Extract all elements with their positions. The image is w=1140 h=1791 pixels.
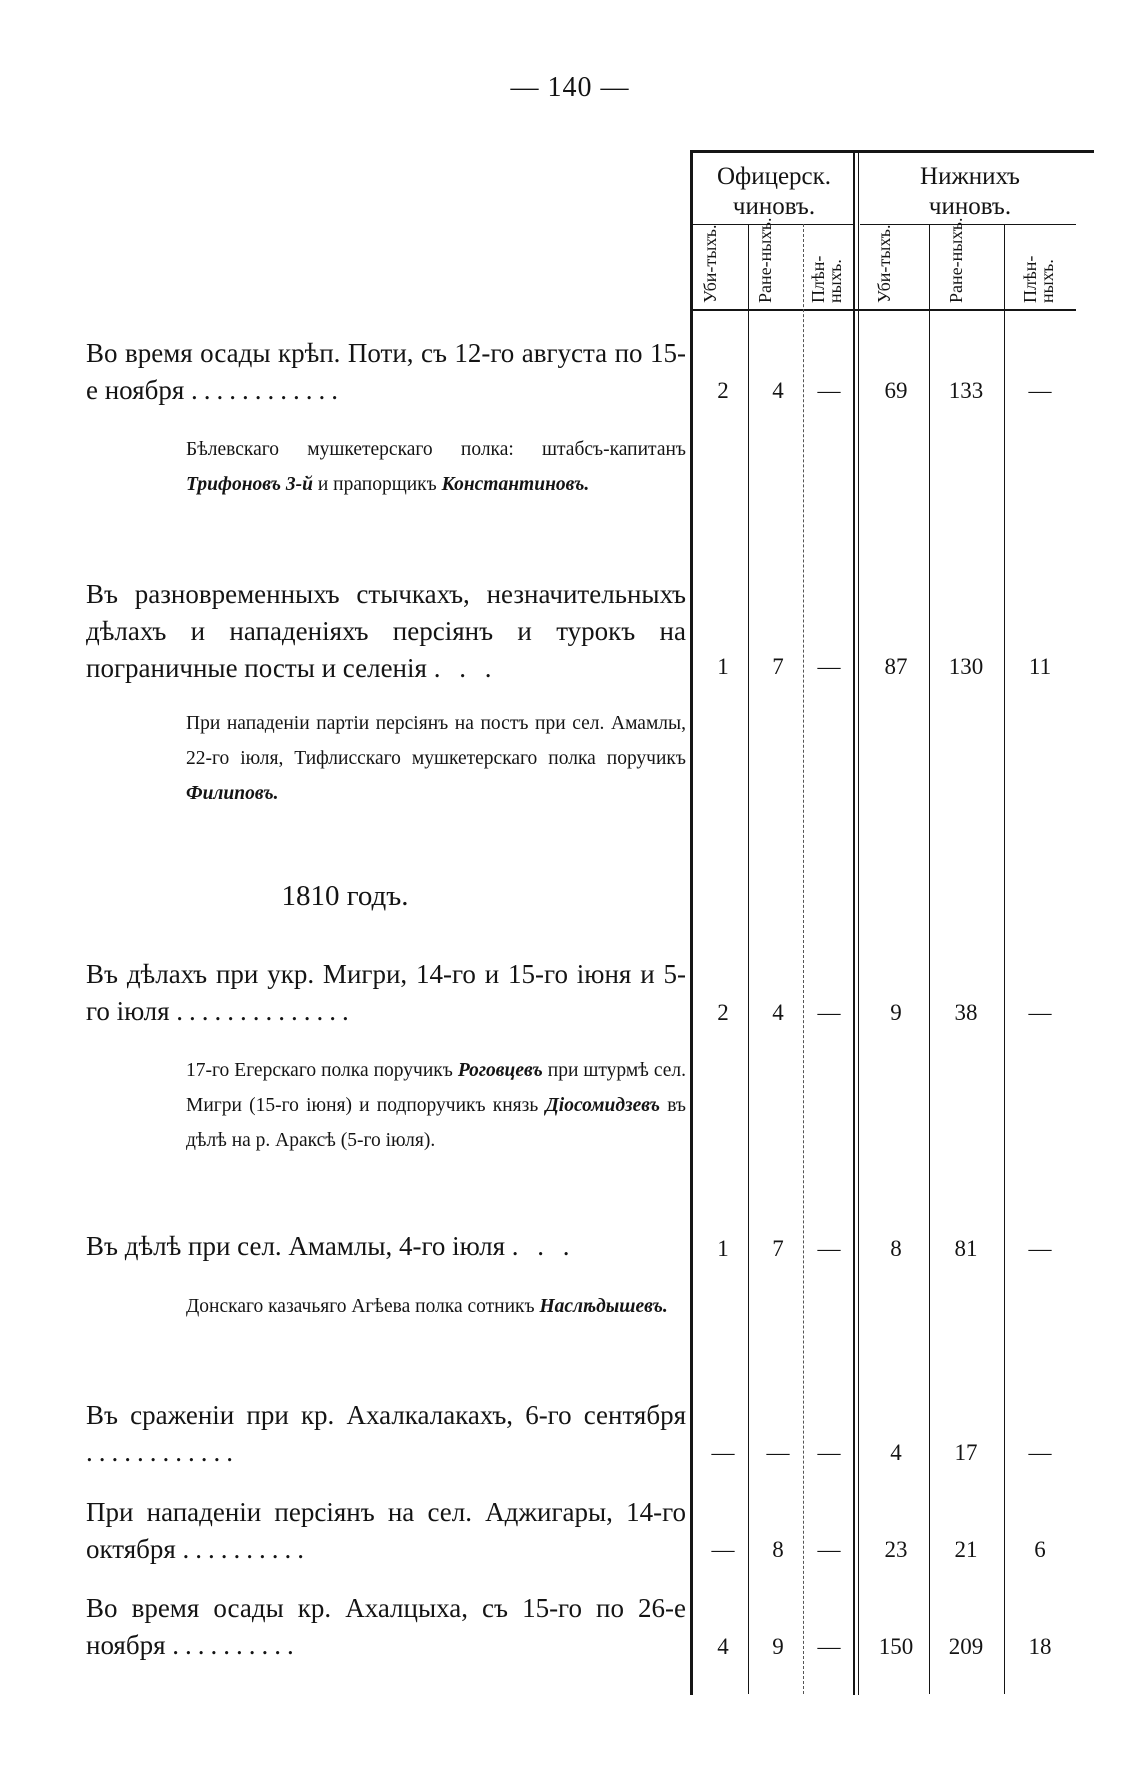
row-text: Во время осады крѣп. Поти, съ 12-го августа по 15-е ноября bbox=[86, 338, 686, 405]
cell-lower-killed: 150 bbox=[878, 1634, 914, 1659]
cell-officers-wounded: 7 bbox=[772, 654, 784, 679]
cell-officers-captured: — bbox=[817, 378, 841, 403]
row-text: Въ сраженіи при кр. Ахалкалакахъ, 6-го сентября bbox=[86, 1400, 686, 1430]
cell-officers-killed: — bbox=[711, 1440, 735, 1465]
cell-lower-captured: — bbox=[1028, 1000, 1052, 1025]
cell-officers-wounded: 8 bbox=[772, 1537, 784, 1562]
cell-lower-captured: 11 bbox=[1028, 654, 1052, 679]
table-row bbox=[86, 1590, 686, 1664]
cell-officers-killed: 4 bbox=[717, 1634, 729, 1659]
cell-officers-killed: 1 bbox=[717, 654, 729, 679]
leader-dots: .......... bbox=[172, 1630, 300, 1660]
group-divider-inner bbox=[858, 150, 859, 1695]
table-row bbox=[86, 576, 686, 687]
lower-ranks-group-header: Нижнихъ чиновъ. bbox=[920, 163, 1020, 220]
row-note: При нападеніи партіи персіянъ на постъ при сел. Амамлы, 22-го іюля, Тифлисскаго мушкетерскаго полка поручикъ Филиповъ. bbox=[186, 713, 686, 804]
officer-name: Роговцевъ bbox=[457, 1060, 543, 1081]
column-rule bbox=[1004, 224, 1005, 1694]
table-top-rule bbox=[692, 150, 1094, 153]
leader-dots: . . . bbox=[511, 1231, 576, 1261]
leader-dots: . . . bbox=[433, 653, 498, 683]
cell-officers-captured: — bbox=[817, 1440, 841, 1465]
cell-officers-killed: — bbox=[711, 1537, 735, 1562]
row-text: Во время осады кр. Ахалцыха, съ 15-го по 26-е ноября bbox=[86, 1593, 686, 1660]
cell-lower-wounded: 209 bbox=[948, 1634, 984, 1659]
cell-lower-wounded: 38 bbox=[954, 1000, 978, 1025]
row-text: При нападеніи персіянъ на сел. Аджигары, 14-го октября bbox=[86, 1497, 686, 1564]
cell-lower-wounded: 133 bbox=[948, 378, 984, 403]
cell-lower-killed: 4 bbox=[890, 1440, 902, 1465]
cell-lower-captured: 6 bbox=[1034, 1537, 1046, 1562]
cell-lower-killed: 87 bbox=[884, 654, 908, 679]
table-row bbox=[86, 335, 686, 409]
row-note: 17-го Егерскаго полка поручикъ Роговцевъ при штурмѣ сел. Мигри (15-го іюня) и подпоручикъ князь Діосомидзевъ въ дѣлѣ на р. Араксѣ (5-го іюля). bbox=[186, 1060, 686, 1151]
officer-name: Наслѣдышевъ. bbox=[539, 1296, 668, 1317]
table-row bbox=[86, 1397, 686, 1471]
header-bottom-rule bbox=[692, 309, 1076, 311]
table-row bbox=[86, 956, 686, 1030]
officers-wounded-header: Ране-ныхъ. bbox=[755, 217, 775, 303]
table-row bbox=[86, 1494, 686, 1568]
cell-officers-wounded: 9 bbox=[772, 1634, 784, 1659]
officer-name: Діосомидзевъ bbox=[545, 1095, 660, 1116]
cell-lower-killed: 9 bbox=[890, 1000, 902, 1025]
table-left-border bbox=[690, 150, 693, 1695]
cell-lower-killed: 23 bbox=[884, 1537, 908, 1562]
leader-dots: ............ bbox=[86, 1437, 239, 1467]
row-note: Бѣлевскаго мушкетерскаго полка: штабсъ-капитанъ Трифоновъ 3-й и прапорщикъ Константиновъ. bbox=[186, 439, 686, 495]
cell-lower-wounded: 130 bbox=[948, 654, 984, 679]
lower-captured-header: Плѣн-ныхъ. bbox=[1020, 255, 1057, 303]
cell-officers-wounded: 4 bbox=[772, 378, 784, 403]
cell-officers-killed: 2 bbox=[717, 378, 729, 403]
cell-officers-captured: — bbox=[817, 1236, 841, 1261]
cell-officers-captured: — bbox=[817, 1537, 841, 1562]
cell-lower-captured: — bbox=[1028, 1236, 1052, 1261]
cell-lower-captured: — bbox=[1028, 1440, 1052, 1465]
lower-killed-header: Уби-тыхъ. bbox=[874, 224, 894, 303]
officers-killed-header: Уби-тыхъ. bbox=[700, 224, 720, 303]
column-rule bbox=[929, 224, 930, 1694]
column-rule bbox=[748, 224, 749, 1694]
officer-name: Филиповъ. bbox=[186, 783, 279, 804]
cell-officers-wounded: 7 bbox=[772, 1236, 784, 1261]
row-note: Донскаго казачьяго Агѣева полка сотникъ Наслѣдышевъ. bbox=[186, 1296, 668, 1317]
cell-lower-killed: 69 bbox=[884, 378, 908, 403]
officer-name: Трифоновъ 3-й bbox=[186, 474, 313, 495]
officers-captured-header: Плѣн-ныхъ. bbox=[808, 255, 845, 303]
cell-lower-wounded: 81 bbox=[954, 1236, 978, 1261]
leader-dots: .......... bbox=[182, 1534, 311, 1564]
group-divider bbox=[853, 150, 855, 1695]
page-number: — 140 — bbox=[510, 72, 630, 103]
cell-lower-wounded: 21 bbox=[954, 1537, 978, 1562]
officer-name: Константиновъ. bbox=[441, 474, 590, 495]
cell-lower-captured: — bbox=[1028, 378, 1052, 403]
row-text: Въ дѣлахъ при укр. Мигри, 14-го и 15-го іюня и 5-го іюля bbox=[86, 959, 686, 1026]
cell-lower-wounded: 17 bbox=[954, 1440, 978, 1465]
cell-officers-captured: — bbox=[817, 654, 841, 679]
officers-group-header: Офицерск. чиновъ. bbox=[716, 163, 832, 220]
column-rule-dashed bbox=[803, 224, 804, 1694]
table-row bbox=[86, 1228, 686, 1265]
cell-officers-wounded: 4 bbox=[772, 1000, 784, 1025]
cell-officers-captured: — bbox=[817, 1000, 841, 1025]
leader-dots: .............. bbox=[176, 996, 355, 1026]
cell-officers-killed: 1 bbox=[717, 1236, 729, 1261]
lower-wounded-header: Ране-ныхъ. bbox=[946, 217, 966, 303]
cell-lower-killed: 8 bbox=[890, 1236, 902, 1261]
cell-officers-wounded: — bbox=[766, 1440, 790, 1465]
cell-lower-captured: 18 bbox=[1028, 1634, 1052, 1659]
cell-officers-killed: 2 bbox=[717, 1000, 729, 1025]
leader-dots: ............ bbox=[191, 375, 344, 405]
row-text: Въ разновременныхъ стычкахъ, незначительныхъ дѣлахъ и нападеніяхъ персіянъ и турокъ на пограничные посты и селенія bbox=[86, 579, 686, 683]
row-text: Въ дѣлѣ при сел. Амамлы, 4-го іюля bbox=[86, 1231, 506, 1261]
year-heading: 1810 годъ. bbox=[281, 880, 409, 912]
cell-officers-captured: — bbox=[817, 1634, 841, 1659]
